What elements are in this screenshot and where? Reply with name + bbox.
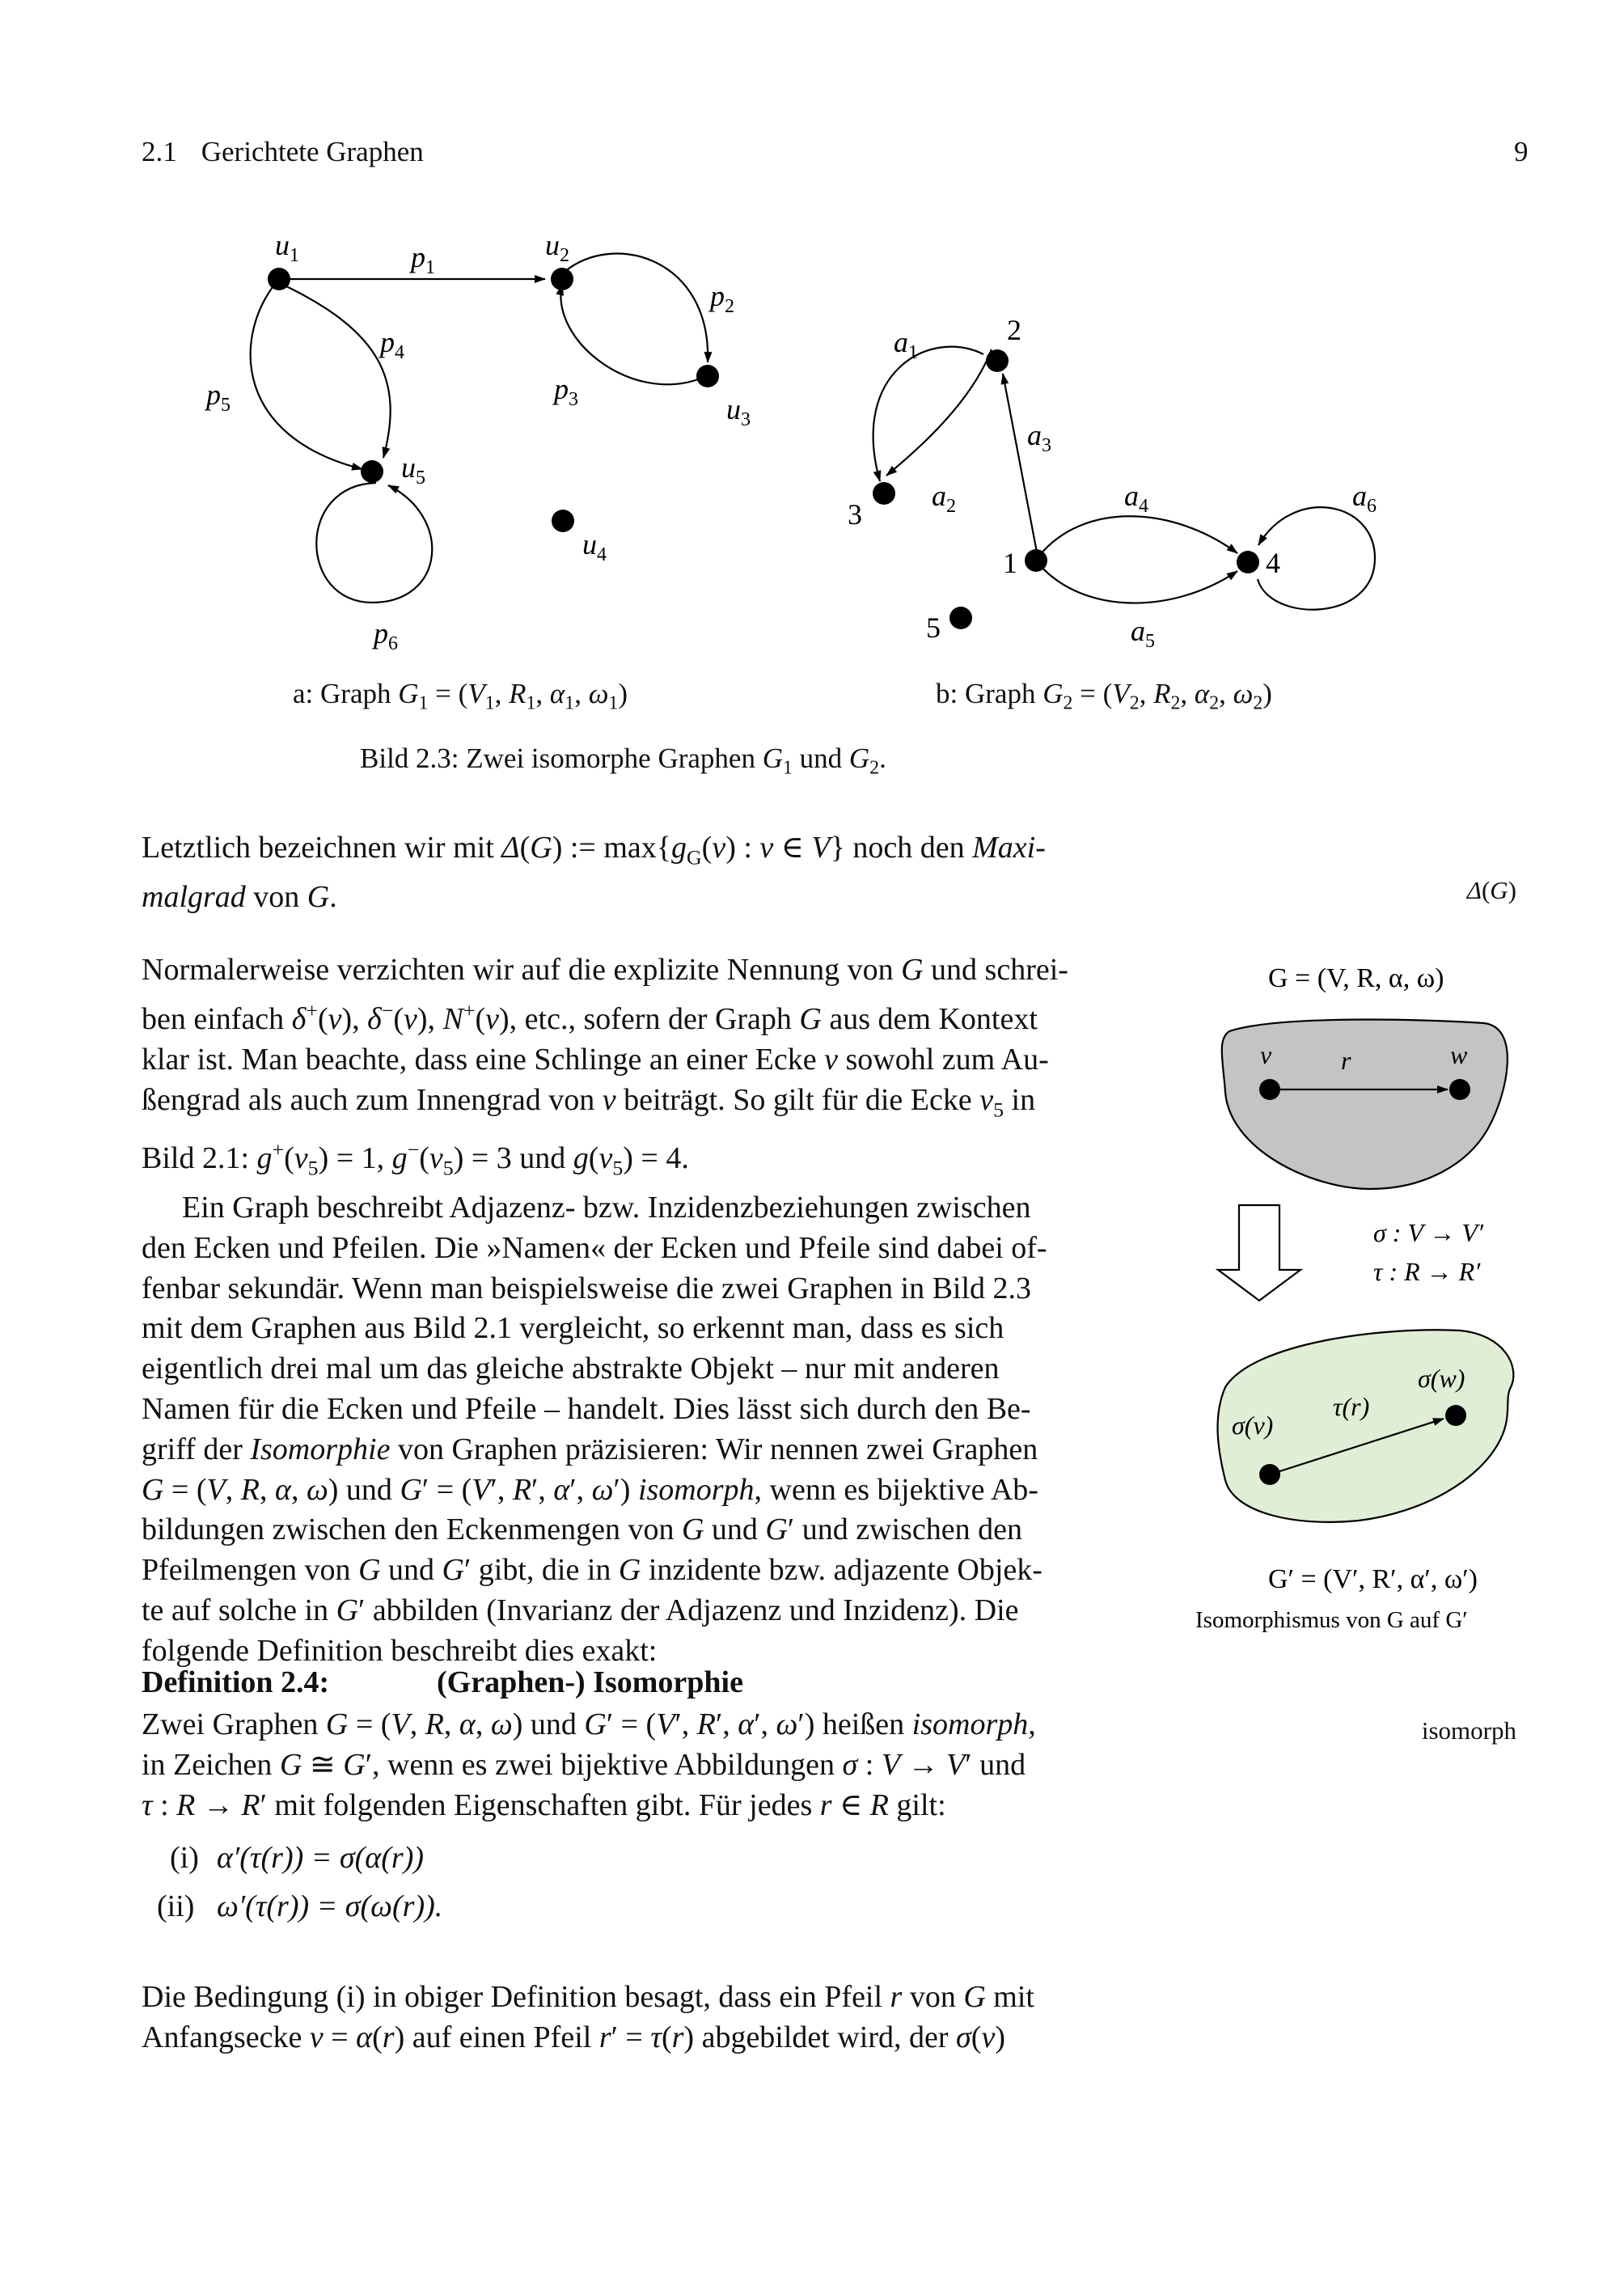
definition-item-i xyxy=(170,1840,424,1876)
arc-a1 xyxy=(873,347,983,481)
arc-a2 xyxy=(886,349,992,476)
label-1: 1 xyxy=(1003,547,1017,579)
margin-note-isomorph: isomorph xyxy=(1421,1716,1516,1745)
vertex-2 xyxy=(986,349,1009,372)
label-p3: $p_3$ xyxy=(554,373,578,410)
side-r-label: r xyxy=(1341,1046,1351,1075)
label-5: 5 xyxy=(926,611,941,644)
label-p2: $p_2$ xyxy=(710,280,734,317)
side-sigma-map: σ : V → V′ xyxy=(1373,1218,1483,1247)
side-vertex-v xyxy=(1259,1079,1280,1100)
definition-title: (Graphen-) Isomorphie xyxy=(437,1665,743,1699)
subcaption-a-prefix: a: Graph xyxy=(293,678,391,709)
label-u5: $u_5$ xyxy=(401,451,425,489)
arc-p4 xyxy=(285,286,391,458)
section-number: 2.1 xyxy=(142,136,177,167)
vertex-u5 xyxy=(361,460,383,483)
arc-p2 xyxy=(565,253,708,362)
label-2: 2 xyxy=(1007,314,1021,346)
side-vertex-w xyxy=(1449,1079,1470,1100)
arc-a3 xyxy=(1003,374,1038,556)
vertex-u1 xyxy=(268,268,290,290)
label-p6: $p_6$ xyxy=(374,617,398,654)
item-marker: (ii) xyxy=(157,1889,195,1923)
side-w-label: w xyxy=(1450,1040,1468,1069)
label-p5: $p_5$ xyxy=(206,379,230,416)
label-a6: $a_6$ xyxy=(1352,480,1377,517)
page-number: 9 xyxy=(1514,136,1529,167)
side-caption: Isomorphismus von G auf G′ xyxy=(1195,1607,1468,1633)
paragraph-isomorphie: Normalerweise verzichten wir auf die explizite Nennung von G und schrei- ben einfach δ+(v), δ−(v), N+(v), etc., sofern der Graph G aus dem Kontext klar ist. Man beachte, dass eine Schlinge an einer Ecke v sowohl zum Au- ßengrad als auch zum Innengrad von v beiträgt. So gilt für die Ecke $v_5$ in Bild 2.1: $g^+(v_5) = 1$, $g^-(v_5) = 3$ und $g(v_5) = 4$. Ein Graph beschreibt Adjazenz- bzw. Inzidenzbeziehungen zwischen den Ecken und Pfeilen. Die »Namen« der Ecken und Pfeile sind dabei of- fenbar sekundär. Wenn man beispielsweise die zwei Graphen in Bild 2.3 mit dem Graphen aus Bild 2.1 vergleicht, so erkennt man, dass es sich eigentlich drei mal um das gleiche abstrakte Objekt – nur mit anderen Namen für die Ecken und Pfeile – handelt. Dies lässt sich durch den Be- griff der Isomorphie von Graphen präzisieren: Wir nennen zwei Graphen G = (V, R, α, ω) und G′ = (V′, R′, α′, ω′) isomorph, wenn es bijektive Ab- bildungen zwischen den Eckenmengen von G und G′ und zwischen den Pfeilmengen von G und G′ gibt, die in G inzidente bzw. adjazente Objek- te auf solche in G′ abbilden (Invarianz der Adjazenz und Inzidenz). Die folgende Definition beschreibt dies exakt: xyxy=(142,953,1068,1668)
side-vertex-sv xyxy=(1259,1464,1280,1485)
arc-a5 xyxy=(1039,565,1237,603)
vertex-u3 xyxy=(696,365,719,387)
label-a5: $a_5$ xyxy=(1131,615,1155,652)
definition-item-ii xyxy=(157,1889,443,1924)
label-u4: $u_4$ xyxy=(582,528,607,565)
vertex-u4 xyxy=(552,510,574,532)
label-p1: $p_1$ xyxy=(411,241,435,278)
paragraph-maxgrad: Letztlich bezeichnen wir mit Δ(G) := $\max\{g_G(v)$ : v ∈ V} noch den Maxi- malgrad von G. xyxy=(142,831,1046,915)
side-top-label: G = (V, R, α, ω) xyxy=(1268,963,1444,993)
definition-heading xyxy=(142,1665,743,1700)
arc-p6 xyxy=(316,483,432,603)
arc-p3 xyxy=(560,285,700,384)
graph-g1 xyxy=(204,229,751,654)
side-vertex-sw xyxy=(1445,1405,1466,1426)
graph-g2 xyxy=(848,314,1377,652)
label-u1: $u_1$ xyxy=(275,229,299,266)
label-u3: $u_3$ xyxy=(726,393,751,430)
figure-caption: Bild 2.3: Zwei isomorphe Graphen $G_1$ und $G_2$. xyxy=(360,742,886,779)
vertex-4 xyxy=(1237,551,1259,573)
label-a1: $a_1$ xyxy=(894,326,918,363)
definition-body: Zwei Graphen G = (V, R, α, ω) und G′ = (V′, R′, α′, ω′) heißen isomorph, in Zeichen G ≅ G′, wenn es zwei bijektive Abbildungen σ : V → V′ und τ : R → R′ mit folgenden Eigenschaften gibt. Für jedes r ∈ R gilt: xyxy=(142,1707,1036,1822)
subcaption-b: b: Graph $G_2 = (V_2$, $R_2$, $\alpha_2$, $\omega_2$) xyxy=(936,678,1272,714)
label-3: 3 xyxy=(848,498,862,531)
label-a4: $a_4$ xyxy=(1124,480,1148,517)
definition-label: Definition 2.4: xyxy=(142,1665,330,1699)
side-sw-label: σ(w) xyxy=(1418,1364,1465,1393)
side-bottom-label: G′ = (V′, R′, α′, ω′) xyxy=(1268,1564,1478,1594)
side-sv-label: σ(v) xyxy=(1232,1411,1274,1440)
paragraph-bedingung: Die Bedingung (i) in obiger Definition besagt, dass ein Pfeil r von G mit Anfangsecke v = α(r) auf einen Pfeil r′ = τ(r) abgebildet wird, der σ(v) xyxy=(142,1980,1034,2054)
subcaption-a: a: Graph $G_1 = (V_1$, $R_1$, $\alpha_1$, $\omega_1$) xyxy=(293,678,628,714)
item-formula: ω′(τ(r)) = σ(ω(r)). xyxy=(217,1889,443,1923)
mapping-arrow xyxy=(1218,1205,1300,1301)
item-marker: (i) xyxy=(170,1841,199,1875)
side-v-label: v xyxy=(1260,1040,1272,1069)
label-u2: $u_2$ xyxy=(545,229,569,266)
vertex-3 xyxy=(873,482,895,505)
label-a2: $a_2$ xyxy=(932,480,956,517)
side-figure-isomorphism xyxy=(1181,946,1537,1650)
margin-note-maxgrad: Δ(G) xyxy=(1466,876,1516,904)
section-title: Gerichtete Graphen xyxy=(201,136,424,167)
arc-p5 xyxy=(251,287,362,469)
vertex-1 xyxy=(1025,549,1047,572)
arc-a4 xyxy=(1039,516,1237,556)
side-tau-map: τ : R → R′ xyxy=(1373,1257,1481,1286)
vertex-u2 xyxy=(551,268,573,290)
vertex-5 xyxy=(949,607,972,629)
item-formula: α′(τ(r)) = σ(α(r)) xyxy=(217,1841,424,1875)
subcaption-b-prefix: b: Graph xyxy=(936,678,1036,709)
label-4: 4 xyxy=(1266,547,1280,579)
side-tr-label: τ(r) xyxy=(1333,1392,1370,1421)
figure-2-3-graphs xyxy=(0,0,1624,728)
label-a3: $a_3$ xyxy=(1027,419,1051,456)
label-p4: $p_4$ xyxy=(380,326,404,363)
